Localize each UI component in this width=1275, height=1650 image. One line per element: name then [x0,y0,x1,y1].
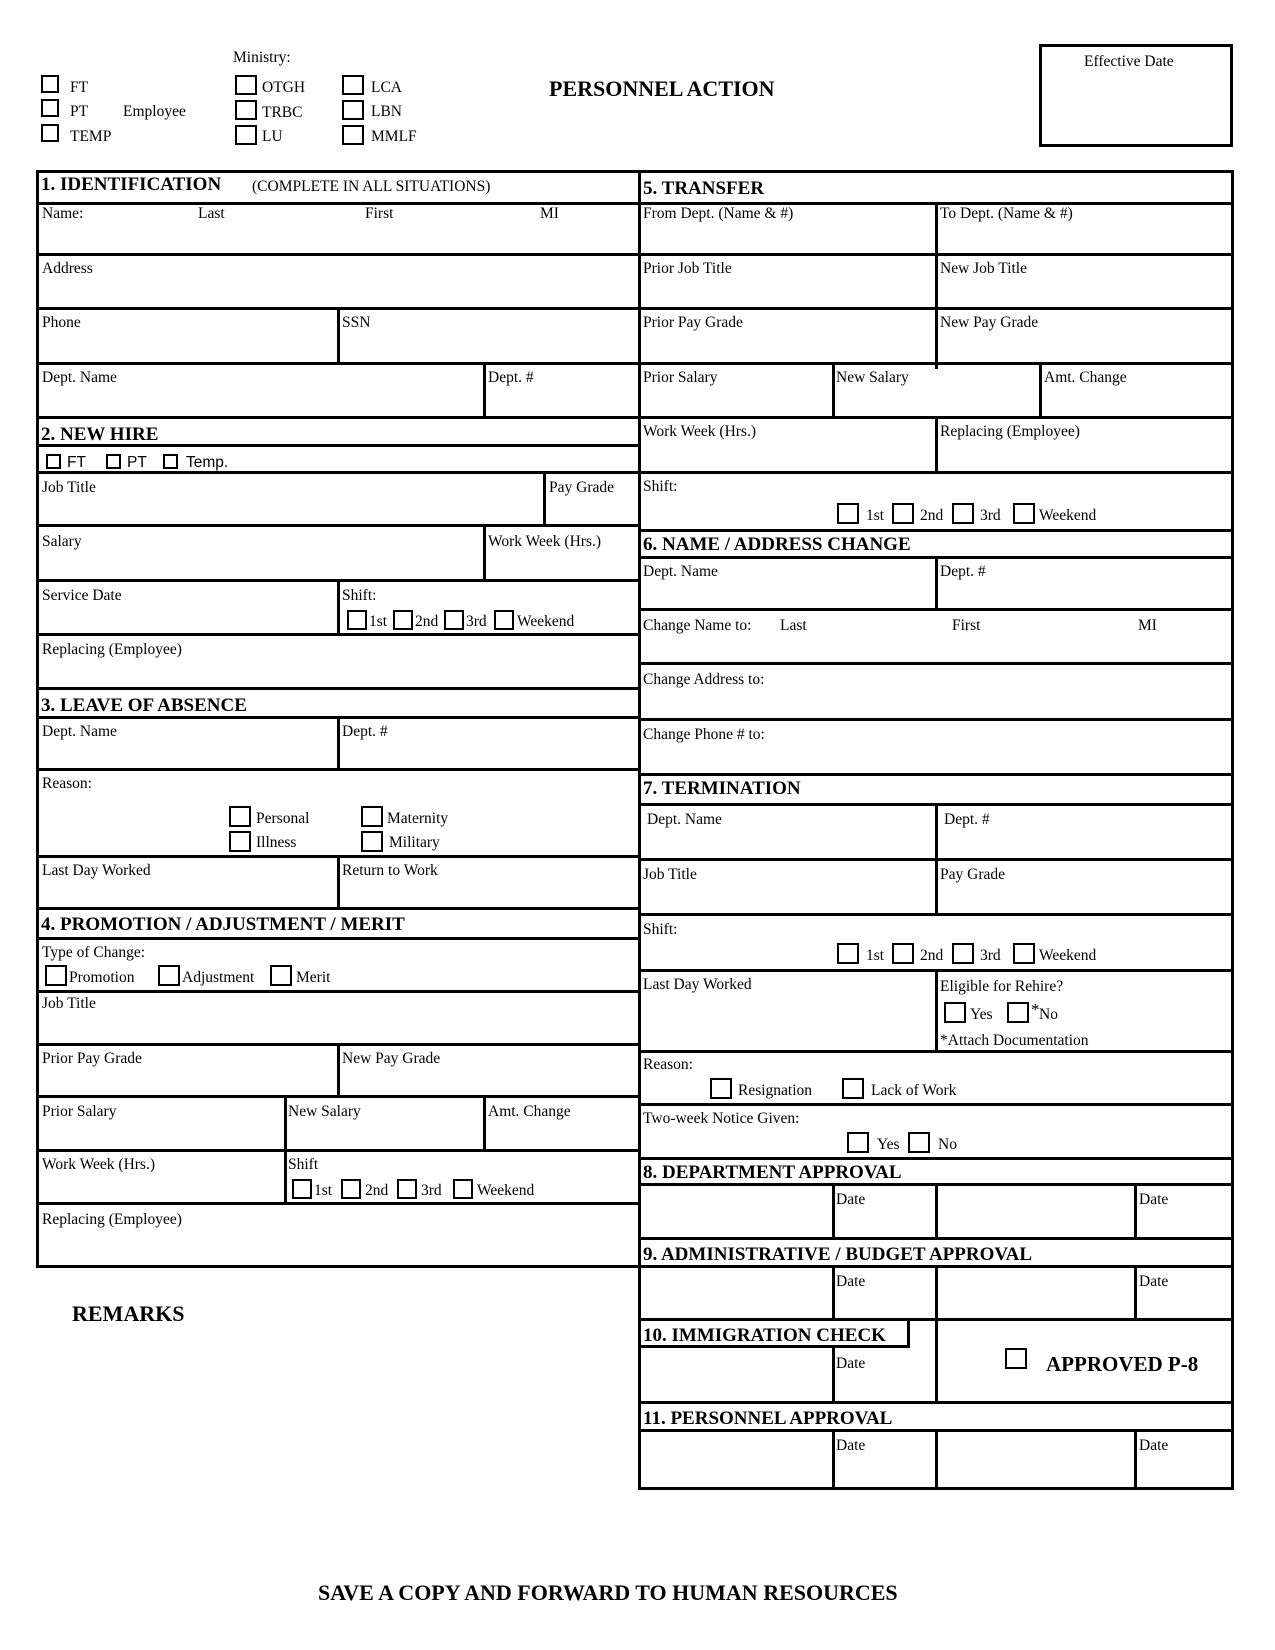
s5-shift-weekend-label: Weekend [1039,507,1097,524]
divider [832,1429,835,1490]
type-of-change-label: Type of Change: [42,944,146,961]
s4-shift-1st-label: 1st [314,1182,333,1199]
divider [483,362,486,419]
s8-date1-label: Date [836,1191,866,1208]
ft-checkbox[interactable] [41,75,59,93]
last-day-label: Last Day Worked [42,862,151,879]
divider [935,1265,938,1321]
otgh-checkbox[interactable] [235,75,257,95]
line [638,529,1234,532]
s2-shift-3rd-checkbox[interactable] [444,610,464,630]
mmlf-checkbox[interactable] [342,125,364,145]
divider [832,1265,835,1321]
divider [337,716,340,771]
promotion-checkbox[interactable] [45,965,67,986]
change-phone-label: Change Phone # to: [643,726,765,743]
dept-name-label: Dept. Name [42,369,117,386]
s1-title: 1. IDENTIFICATION [41,174,222,195]
lu-checkbox[interactable] [235,125,257,145]
notice-no-checkbox[interactable] [908,1132,930,1153]
s5-shift-label: Shift: [643,478,678,495]
divider [483,524,486,582]
divider [1134,1265,1137,1321]
adjustment-label: Adjustment [182,969,255,986]
rehire-no-star: * [1031,1000,1040,1019]
rehire-no-label: No [1039,1006,1058,1023]
line [638,662,1234,665]
s4-shift-1st-checkbox[interactable] [292,1179,312,1199]
ssn-label: SSN [342,314,371,331]
s4-title: 4. PROMOTION / ADJUSTMENT / MERIT [41,914,405,935]
s3-dept-name-label: Dept. Name [42,723,117,740]
s6-mi-label: MI [1138,617,1157,634]
s4-replacing-label: Replacing (Employee) [42,1211,182,1228]
s2-shift-2nd-checkbox[interactable] [393,610,413,630]
lack-of-work-label: Lack of Work [871,1082,957,1099]
s7-shift-weekend-label: Weekend [1039,947,1097,964]
shift-label: Shift: [342,587,377,604]
right-border [1231,170,1234,1490]
s7-shift-3rd-label: 3rd [980,947,1001,964]
trbc-label: TRBC [262,104,303,121]
last-label: Last [198,205,225,222]
s7-job-title-label: Job Title [643,866,697,883]
s4-prior-pay-label: Prior Pay Grade [42,1050,142,1067]
top-border [36,170,1234,173]
s2-shift-weekend-checkbox[interactable] [494,610,514,630]
new-hire-ft-checkbox[interactable] [46,454,61,469]
maternity-checkbox[interactable] [361,806,383,827]
s6-title: 6. NAME / ADDRESS CHANGE [643,534,911,555]
name-label: Name: [42,205,84,222]
divider [935,556,938,611]
s2-shift-3rd-label: 3rd [466,613,487,630]
s5-new-pay-label: New Pay Grade [940,314,1039,331]
new-hire-pt-checkbox[interactable] [106,454,121,469]
s4-shift-weekend-checkbox[interactable] [453,1179,473,1199]
work-week-label: Work Week (Hrs.) [488,533,602,550]
s5-shift-weekend-checkbox[interactable] [1013,503,1035,524]
left-bottom-border [36,1265,641,1268]
line [638,773,1234,776]
s7-shift-1st-label: 1st [866,947,885,964]
merit-label: Merit [296,969,331,986]
divider [935,1318,938,1404]
s2-shift-2nd-label: 2nd [415,613,439,630]
s2-shift-weekend-label: Weekend [517,613,575,630]
approved-p8-label: APPROVED P-8 [1046,1352,1199,1376]
s10-date-label: Date [836,1355,866,1372]
eligible-rehire-label: Eligible for Rehire? [940,978,1064,995]
pt-label: PT [70,103,89,120]
s4-work-week-label: Work Week (Hrs.) [42,1156,156,1173]
s7-dept-name-label: Dept. Name [647,811,722,828]
reason-label: Reason: [42,775,92,792]
s7-reason-label: Reason: [643,1056,693,1073]
divider [935,1429,938,1490]
military-checkbox[interactable] [361,831,383,852]
line [36,524,641,527]
s6-dept-name-label: Dept. Name [643,563,718,580]
first-label: First [365,205,394,222]
s11-title: 11. PERSONNEL APPROVAL [643,1408,893,1429]
divider [832,1345,835,1404]
lca-checkbox[interactable] [342,75,364,95]
mmlf-label: MMLF [371,128,417,145]
otgh-label: OTGH [262,79,306,96]
s5-shift-2nd-label: 2nd [920,507,944,524]
s5-shift-3rd-label: 3rd [980,507,1001,524]
line [36,416,641,419]
temp-checkbox[interactable] [41,124,59,142]
divider [832,362,835,419]
s2-shift-1st-checkbox[interactable] [347,610,367,630]
lbn-label: LBN [371,103,402,120]
job-title-label: Job Title [42,479,96,496]
line [36,1149,641,1152]
line [36,1202,641,1205]
s7-shift-2nd-label: 2nd [920,947,944,964]
illness-label: Illness [256,834,297,851]
s3-title: 3. LEAVE OF ABSENCE [41,695,247,716]
return-label: Return to Work [342,862,438,879]
divider [935,202,938,369]
notice-no-label: No [938,1136,957,1153]
phone-label: Phone [42,314,81,331]
s7-shift-weekend-checkbox[interactable] [1013,943,1035,964]
s10-title: 10. IMMIGRATION CHECK [643,1325,886,1346]
s4-new-salary-label: New Salary [288,1103,361,1120]
s4-job-title-label: Job Title [42,995,96,1012]
s4-prior-salary-label: Prior Salary [42,1103,117,1120]
lbn-checkbox[interactable] [342,100,364,120]
s2-title: 2. NEW HIRE [41,424,159,445]
from-dept-label: From Dept. (Name & #) [643,205,794,222]
adjustment-checkbox[interactable] [158,965,180,986]
rehire-no-checkbox[interactable] [1007,1002,1029,1023]
divider [935,416,938,474]
notice-yes-label: Yes [877,1136,900,1153]
to-dept-label: To Dept. (Name & #) [940,205,1073,222]
s7-shift-2nd-checkbox[interactable] [892,943,914,964]
line [36,253,641,256]
s7-last-day-label: Last Day Worked [643,976,752,993]
temp-label: TEMP [70,128,112,145]
divider [1134,1429,1137,1490]
trbc-checkbox[interactable] [235,100,257,120]
prior-job-label: Prior Job Title [643,260,732,277]
s9-title: 9. ADMINISTRATIVE / BUDGET APPROVAL [643,1244,1033,1265]
s4-shift-weekend-label: Weekend [477,1182,535,1199]
lca-label: LCA [371,79,402,96]
s5-prior-pay-label: Prior Pay Grade [643,314,743,331]
ministry-label: Ministry: [233,49,291,66]
remarks-heading: REMARKS [72,1301,185,1326]
change-name-label: Change Name to: [643,617,752,634]
s6-first-label: First [952,617,981,634]
rehire-yes-label: Yes [970,1006,993,1023]
divider [935,969,938,1053]
s7-title: 7. TERMINATION [643,778,801,799]
service-date-label: Service Date [42,587,122,604]
pay-grade-label: Pay Grade [549,479,614,496]
s5-title: 5. TRANSFER [643,178,765,199]
ft-label: FT [70,79,89,96]
divider [1134,1183,1137,1240]
merit-checkbox[interactable] [270,965,292,986]
divider [832,1183,835,1240]
divider [483,1095,486,1152]
new-job-label: New Job Title [940,260,1027,277]
approved-p8-checkbox[interactable] [1005,1348,1027,1369]
divider [284,1149,287,1205]
maternity-label: Maternity [387,810,449,827]
personal-label: Personal [256,810,310,827]
line [638,1103,1234,1106]
s9-date1-label: Date [836,1273,866,1290]
s4-new-pay-label: New Pay Grade [342,1050,441,1067]
change-address-label: Change Address to: [643,671,765,688]
s4-shift-2nd-checkbox[interactable] [341,1179,361,1199]
line [36,990,641,993]
address-label: Address [42,260,93,277]
effective-date-label: Effective Date [1084,53,1174,70]
personal-checkbox[interactable] [229,806,251,827]
lu-label: LU [262,128,283,145]
name-field[interactable] [40,205,638,253]
new-hire-pt-label: PT [127,454,147,471]
s5-new-salary-label: New Salary [836,369,909,386]
salary-label: Salary [42,533,82,550]
s1-subtitle: (COMPLETE IN ALL SITUATIONS) [252,178,491,195]
s6-dept-no-label: Dept. # [940,563,986,580]
s5-shift-1st-checkbox[interactable] [837,503,859,524]
s7-shift-label: Shift: [643,921,678,938]
s4-shift-3rd-label: 3rd [421,1182,442,1199]
right-col-left-border [638,1265,641,1490]
s5-shift-1st-label: 1st [866,507,885,524]
line [36,687,641,690]
line [638,1157,1234,1160]
resignation-checkbox[interactable] [710,1078,732,1099]
divider [337,307,340,365]
line [36,471,641,474]
line [36,937,641,940]
s5-prior-salary-label: Prior Salary [643,369,718,386]
s4-amt-change-label: Amt. Change [488,1103,571,1120]
s8-date2-label: Date [1139,1191,1169,1208]
s11-date2-label: Date [1139,1437,1169,1454]
s5-shift-2nd-checkbox[interactable] [892,503,914,524]
s8-title: 8. DEPARTMENT APPROVAL [643,1162,902,1183]
s4-shift-label: Shift [288,1156,319,1173]
s3-dept-no-label: Dept. # [342,723,388,740]
attach-documentation-label: *Attach Documentation [940,1032,1089,1049]
s2-shift-1st-label: 1st [369,613,388,630]
s7-pay-grade-label: Pay Grade [940,866,1005,883]
divider [543,471,546,527]
s9-date2-label: Date [1139,1273,1169,1290]
mi-label: MI [540,205,559,222]
s5-replacing-label: Replacing (Employee) [940,423,1080,440]
replacing-label: Replacing (Employee) [42,641,182,658]
divider [935,1183,938,1240]
notice-label: Two-week Notice Given: [643,1110,800,1127]
new-hire-temp-checkbox[interactable] [163,454,178,469]
military-label: Military [389,834,440,851]
s5-work-week-label: Work Week (Hrs.) [643,423,757,440]
divider [337,1043,340,1098]
divider [337,855,340,910]
new-hire-temp-label: Temp. [186,454,229,471]
lack-of-work-checkbox[interactable] [842,1078,864,1099]
divider [935,803,938,916]
left-border [36,170,39,1268]
s5-shift-3rd-checkbox[interactable] [952,503,974,524]
s7-dept-no-label: Dept. # [944,811,990,828]
divider [284,1095,287,1152]
resignation-label: Resignation [738,1082,813,1099]
illness-checkbox[interactable] [229,831,251,852]
divider [337,579,340,636]
footer-instruction: SAVE A COPY AND FORWARD TO HUMAN RESOURCES [318,1580,898,1605]
notice-yes-checkbox[interactable] [847,1132,869,1153]
divider [907,1318,910,1348]
line [638,718,1234,721]
divider [1039,362,1042,419]
page-title: PERSONNEL ACTION [549,76,775,101]
s6-last-label: Last [780,617,807,634]
pt-checkbox[interactable] [41,99,59,117]
s4-shift-3rd-checkbox[interactable] [397,1179,417,1199]
rehire-yes-checkbox[interactable] [944,1002,966,1023]
s5-amt-change-label: Amt. Change [1044,369,1127,386]
dept-no-label: Dept. # [488,369,534,386]
s11-date1-label: Date [836,1437,866,1454]
promotion-label: Promotion [69,969,135,986]
s4-shift-2nd-label: 2nd [365,1182,389,1199]
new-hire-ft-label: FT [67,454,86,471]
s7-shift-3rd-checkbox[interactable] [952,943,974,964]
s7-shift-1st-checkbox[interactable] [837,943,859,964]
employee-label: Employee [123,103,186,120]
